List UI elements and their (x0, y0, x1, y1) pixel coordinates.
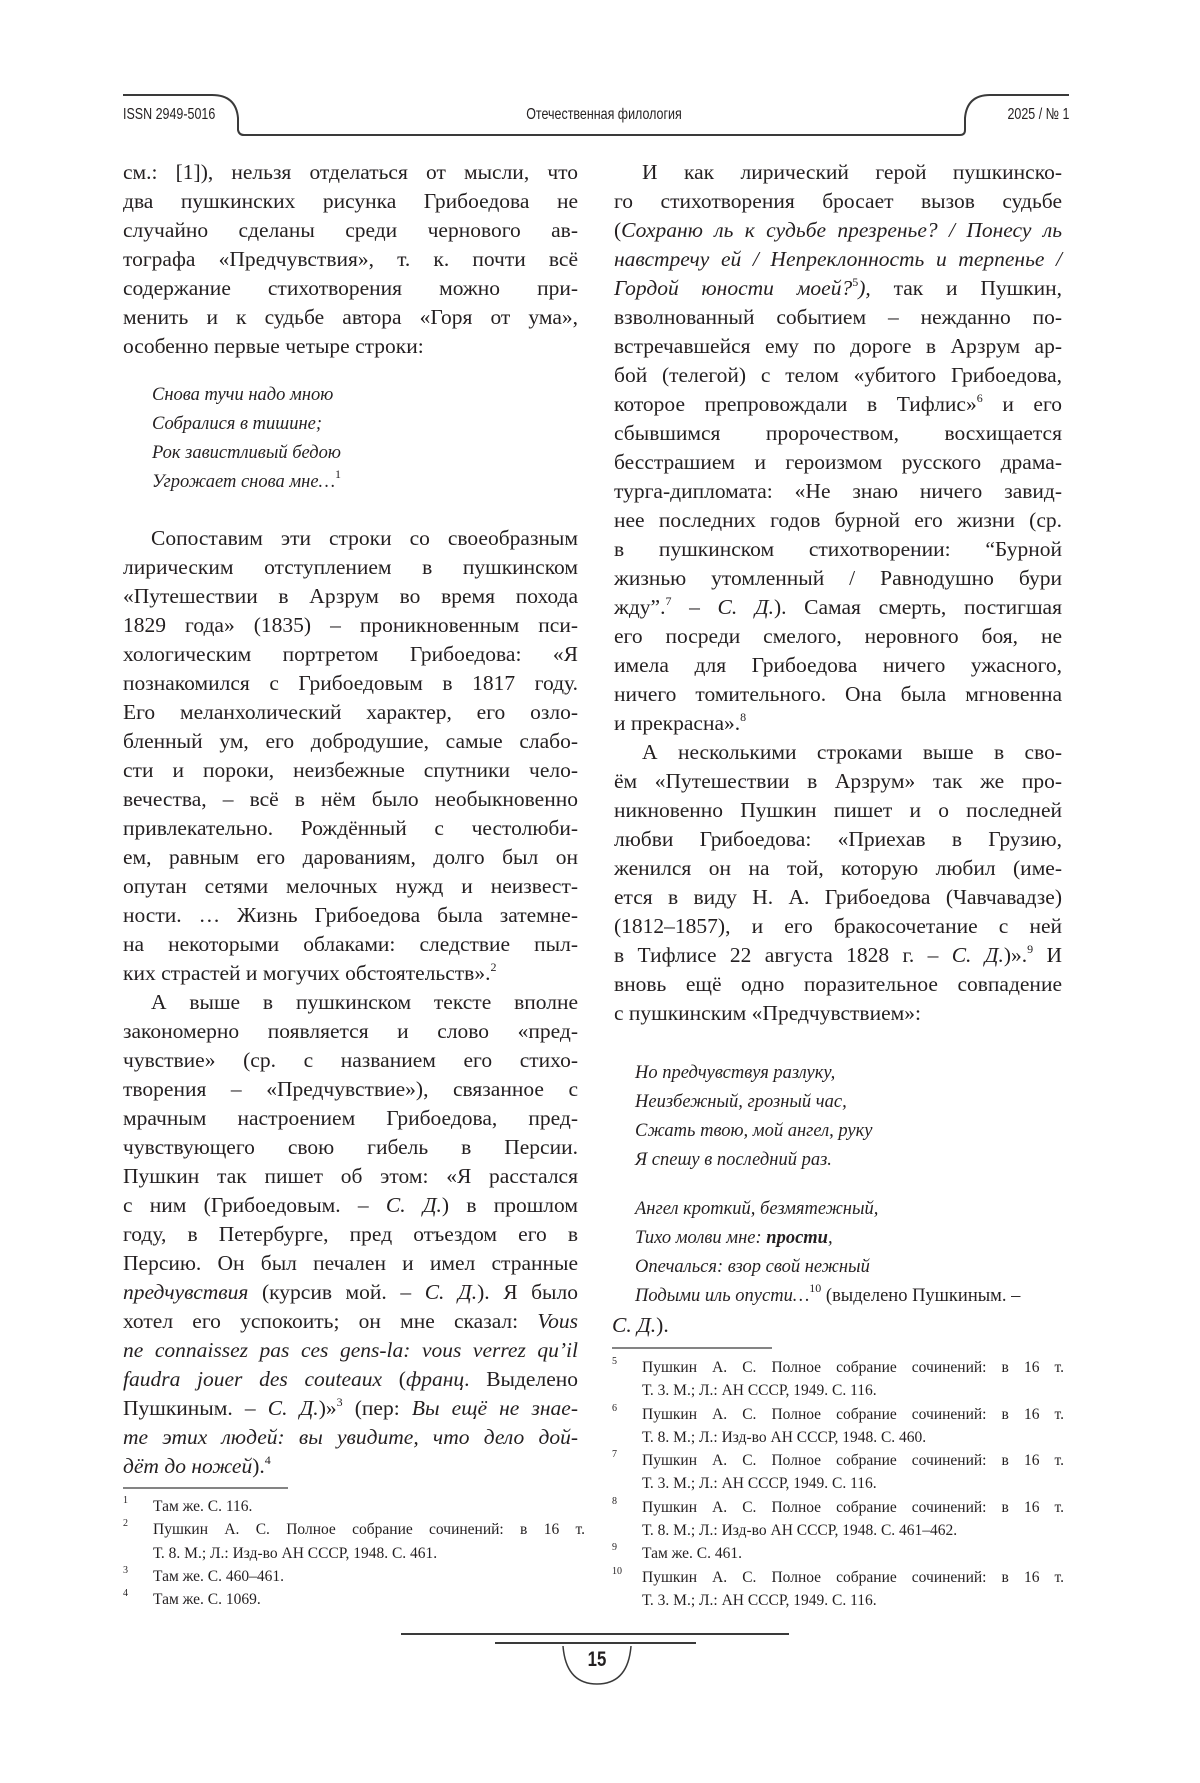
text-line (635, 1117, 1065, 1146)
right-footnotes (612, 1356, 1064, 1612)
text-run: ем, равным его дарованиям, долго был он (123, 845, 578, 869)
text-line (635, 1282, 1065, 1311)
text-line (614, 158, 1062, 187)
footnote-ref: 1 (335, 467, 341, 481)
italic-run: Гордой юности моей? (614, 276, 852, 300)
text-run: встречавшейся ему по дороге в Арзрум ар- (614, 334, 1062, 358)
text-line (123, 756, 578, 785)
italic-run: С. Д. (268, 1396, 319, 1420)
italic-run: ne connaissez pas ces gens-la: vous verrez qu’il (123, 1338, 578, 1362)
text-line (123, 1191, 578, 1220)
text-run: )» (319, 1396, 337, 1420)
right-paragraph-2 (614, 738, 1062, 1028)
text-run: Сопоставим эти строки со своеобразным (151, 526, 578, 550)
text-run: с пушкинским «Предчувствием»: (614, 1001, 921, 1025)
text-line (123, 1133, 578, 1162)
text-run: турга-дипломата: «Не знаю ничего завид- (614, 479, 1062, 503)
text-run: Тихо молви мне: (635, 1228, 766, 1248)
text-run: «Путешествии в Арзрум во время похода (123, 584, 578, 608)
italic-run: те этих людей: вы увидите, что дело дой- (123, 1425, 578, 1449)
text-run: в пушкинском стихотворении: “Бурной (614, 537, 1062, 561)
footnote-line: Пушкин А. С. Полное собрание сочинений: в 16 т. (642, 1403, 1064, 1426)
text-run: ) в прошлом (442, 1193, 578, 1217)
text-line (614, 332, 1062, 361)
footnote (612, 1403, 1064, 1450)
roman-run: (выделено Пушкиным. – (821, 1286, 1020, 1306)
footnote-line: Пушкин А. С. Полное собрание сочинений: в 16 т. (642, 1356, 1064, 1379)
footnote (612, 1566, 1064, 1613)
text-line (123, 669, 578, 698)
text-run: ). (252, 1454, 265, 1478)
text-line (123, 1394, 578, 1423)
text-line (152, 439, 572, 468)
footnote (612, 1449, 1064, 1496)
text-run: А выше в пушкинском тексте вполне (151, 990, 578, 1014)
footnote-ref: 8 (740, 710, 746, 724)
text-line (123, 1046, 578, 1075)
text-line (152, 381, 572, 410)
text-line (614, 825, 1062, 854)
italic-run: навстречу ей / Непреклонность и терпенье / (614, 247, 1062, 271)
page-number: 15 (588, 1648, 607, 1672)
text-run: которое препровождали в Тифлис» (614, 392, 977, 416)
text-run: (пер: (343, 1396, 412, 1420)
text-run: творения – «Предчувствие»), связанное с (123, 1077, 578, 1101)
footnote-number: 2 (123, 1512, 128, 1535)
text-run: см.: [1]), нельзя отделаться от мысли, что (123, 160, 578, 184)
text-line (614, 274, 1062, 303)
italic-run: Сохраню ль к судьбе презренье? / Понесу ль (621, 218, 1062, 242)
text-line (123, 1220, 578, 1249)
footnote-ref: 9 (1027, 942, 1033, 956)
footnote-line: Т. 3. М.; Л.: АН СССР, 1949. С. 116. (642, 1379, 1064, 1402)
text-run: взволнованный событием – нежданно по- (614, 305, 1062, 329)
text-line (614, 941, 1062, 970)
footnote-line: Т. 3. М.; Л.: АН СССР, 1949. С. 116. (642, 1472, 1064, 1495)
text-run: имела для Грибоедова ничего ужасного, (614, 653, 1062, 677)
text-run: закономерно появляется и слово «пред- (123, 1019, 578, 1043)
header-journal-title: Отечественная филология (526, 106, 682, 124)
text-run: бой (телегой) с телом «убитого Грибоедова, (614, 363, 1062, 387)
text-run: бесстрашием и героизмом русского драма- (614, 450, 1062, 474)
text-run: любви Грибоедова: «Приехав в Грузию, (614, 827, 1062, 851)
footnote-line: Т. 8. М.; Л.: Изд-во АН СССР, 1948. С. 461–462. (642, 1519, 1064, 1542)
footnote-line: Пушкин А. С. Полное собрание сочинений: в 16 т. (642, 1496, 1064, 1519)
text-run: особенно первые четыре строки: (123, 334, 424, 358)
text-line (614, 796, 1062, 825)
text-run: го стихотворения бросает вызов судьбе (614, 189, 1062, 213)
text-run: Собралися в тишине; (152, 414, 322, 434)
text-line (614, 390, 1062, 419)
header-issue: 2025 / № 1 (1007, 106, 1069, 124)
footnote-line: Пушкин А. С. Полное собрание сочинений: в 16 т. (153, 1518, 585, 1541)
text-run: Неизбежный, грозный час, (635, 1092, 847, 1112)
italic-run: С. Д. (952, 943, 1004, 967)
text-line (614, 970, 1062, 999)
text-run: жизнью утомленный / Равнодушно бури (614, 566, 1062, 590)
footnote (612, 1542, 1064, 1565)
footnote-ref: 3 (337, 1395, 343, 1409)
left-paragraph-2 (123, 524, 578, 988)
text-run: ких страстей и могучих обстоятельств». (123, 961, 490, 985)
text-run: И (1033, 943, 1062, 967)
footnote-line: Там же. С. 461. (642, 1542, 1064, 1565)
italic-run: франц (406, 1367, 464, 1391)
text-run: с ним (Грибоедовым. – (123, 1193, 386, 1217)
text-line (614, 245, 1062, 274)
text-run: ( (382, 1367, 406, 1391)
footnote-number: 3 (123, 1559, 128, 1582)
text-line (123, 1104, 578, 1133)
footnote-number: 10 (612, 1560, 622, 1583)
text-run: – (671, 595, 717, 619)
text-run: ём «Путешествии в Арзрум» так же про- (614, 769, 1062, 793)
text-line (152, 468, 572, 497)
text-run: Угрожает снова мне… (152, 472, 335, 492)
text-run: и прекрасна». (614, 711, 740, 735)
text-run: . Выделено (464, 1367, 578, 1391)
text-line (123, 216, 578, 245)
text-run: жду”. (614, 595, 665, 619)
roman-run: ). (656, 1313, 669, 1337)
italic-run: Вы ещё не знае- (412, 1396, 578, 1420)
italic-run: С. Д. (386, 1193, 442, 1217)
text-line (635, 1224, 1065, 1253)
text-run: ничего томительного. Она была мгновенна (614, 682, 1062, 706)
text-line (612, 1311, 812, 1340)
text-run: чувствующего свою гибель в Персии. (123, 1135, 578, 1159)
text-line (123, 727, 578, 756)
text-run: (курсив мой. – (248, 1280, 424, 1304)
text-run: содержание стихотворения можно при- (123, 276, 578, 300)
italic-run: faudra jouer des couteaux (123, 1367, 382, 1391)
text-line (614, 767, 1062, 796)
text-line (614, 622, 1062, 651)
left-poem-quote (152, 381, 572, 497)
text-run: Опечалься: взор свой нежный (635, 1257, 870, 1277)
text-run: году, в Петербурге, пред отъездом его в (123, 1222, 578, 1246)
text-run: хологическим портретом Грибоедова: «Я (123, 642, 578, 666)
text-run: вновь ещё одно поразительное совпадение (614, 972, 1062, 996)
italic-run: предчувствия (123, 1280, 248, 1304)
text-run: (1812–1857), и его бракосочетание с ней (614, 914, 1062, 938)
text-run: 1829 года» (1835) – проникновенным пси- (123, 613, 578, 637)
text-run: мрачным настроением Грибоедова, пред- (123, 1106, 578, 1130)
footnote (123, 1518, 585, 1565)
text-line (123, 1162, 578, 1191)
text-run: Снова тучи надо мною (152, 385, 333, 405)
text-line (123, 524, 578, 553)
text-run: познакомился с Грибоедовым в 1817 году. (123, 671, 578, 695)
footnote-number: 5 (612, 1350, 617, 1373)
text-run: хотел его успокоить; он мне сказал: (123, 1309, 537, 1333)
text-line (614, 419, 1062, 448)
footnote-number: 1 (123, 1489, 128, 1512)
text-line (123, 187, 578, 216)
left-footnotes (123, 1495, 585, 1611)
text-run: Подыми иль опусти… (635, 1286, 809, 1306)
text-run: А несколькими строками выше в сво- (642, 740, 1062, 764)
text-run: Ангел кроткий, безмятежный, (635, 1199, 878, 1219)
text-line (123, 785, 578, 814)
text-line (635, 1088, 1065, 1117)
text-line (123, 1278, 578, 1307)
text-line (614, 883, 1062, 912)
footnote-line: Там же. С. 1069. (153, 1588, 585, 1611)
header-issn: ISSN 2949-5016 (123, 106, 215, 124)
text-line (123, 698, 578, 727)
text-line (123, 158, 578, 187)
text-line (123, 872, 578, 901)
text-line (123, 611, 578, 640)
text-run: ется в виду Н. А. Грибоедова (Чавчавадзе) (614, 885, 1062, 909)
text-line (123, 1336, 578, 1365)
text-line (614, 738, 1062, 767)
italic-run: С. Д. (718, 595, 774, 619)
footnote-line: Там же. С. 116. (153, 1495, 585, 1518)
text-run: Персию. Он был печален и имел странные (123, 1251, 578, 1275)
text-run: Пушкин так пишет об этом: «Я расстался (123, 1164, 578, 1188)
text-line (635, 1253, 1065, 1282)
text-line (123, 1307, 578, 1336)
footnote-number: 9 (612, 1536, 617, 1559)
text-run: )». (1004, 943, 1027, 967)
text-line (614, 912, 1062, 941)
text-line (614, 651, 1062, 680)
text-line (123, 553, 578, 582)
text-line (123, 901, 578, 930)
left-paragraph-1 (123, 158, 578, 361)
footnote-number: 4 (123, 1582, 128, 1605)
footnote (612, 1356, 1064, 1403)
text-run: бленный ум, его добродушие, самые слабо- (123, 729, 578, 753)
text-line (123, 843, 578, 872)
text-run: и его (983, 392, 1062, 416)
text-line (614, 216, 1062, 245)
text-line (123, 814, 578, 843)
text-run: на некоторыми облаками: следствие пыл- (123, 932, 578, 956)
footnote (123, 1495, 585, 1518)
text-line (614, 535, 1062, 564)
bold-run: прости (766, 1228, 828, 1248)
text-line (123, 930, 578, 959)
italic-run: ), (858, 276, 871, 300)
text-run: чувствие» (ср. с названием его стихо- (123, 1048, 578, 1072)
right-paragraph-1 (614, 158, 1062, 738)
text-run: тографа «Предчувствия», т. к. почти всё (123, 247, 578, 271)
text-run: сти и пороки, неизбежные спутники чело- (123, 758, 578, 782)
text-run: женился он на той, которую любил (име- (614, 856, 1062, 880)
text-run: два пушкинских рисунка Грибоедова не (123, 189, 578, 213)
text-line (614, 999, 1062, 1028)
text-line (123, 332, 578, 361)
italic-run: Vous (537, 1309, 578, 1333)
footnote-number: 6 (612, 1397, 617, 1420)
text-run: Пушкиным. – (123, 1396, 268, 1420)
right-poem-stanza-1 (635, 1059, 1065, 1175)
text-run: ). Самая смерть, постигшая (774, 595, 1062, 619)
footnote-line: Т. 3. М.; Л.: АН СССР, 1949. С. 116. (642, 1589, 1064, 1612)
italic-run: С. Д. (612, 1313, 656, 1337)
text-line (123, 303, 578, 332)
italic-run: дёт до ножей (123, 1454, 252, 1478)
text-run: опутан сетями мелочных нужд и неизвест- (123, 874, 578, 898)
text-run: вечества, – всё в нём было необыкновенно (123, 787, 578, 811)
right-poem-stanza-2 (635, 1195, 1065, 1311)
text-run: привлекательно. Рождённый с честолюби- (123, 816, 578, 840)
text-run: Я спешу в последний раз. (635, 1150, 832, 1170)
text-run: Сжать твою, мой ангел, руку (635, 1121, 873, 1141)
footnote-number: 8 (612, 1490, 617, 1513)
text-run: И как лирический герой пушкинско- (642, 160, 1062, 184)
footnote-ref: 2 (490, 960, 496, 974)
text-line (123, 1017, 578, 1046)
text-line (614, 506, 1062, 535)
text-line (123, 274, 578, 303)
text-line (614, 477, 1062, 506)
text-line (614, 361, 1062, 390)
text-line (614, 303, 1062, 332)
text-run: ности. … Жизнь Грибоедова была затемне- (123, 903, 578, 927)
text-line (614, 564, 1062, 593)
footnote-line: Там же. С. 460–461. (153, 1565, 585, 1588)
footnote-number: 7 (612, 1443, 617, 1466)
footnote (612, 1496, 1064, 1543)
right-poem-attribution (612, 1311, 812, 1340)
text-run: ). Я было (477, 1280, 578, 1304)
text-line (635, 1059, 1065, 1088)
footnote-ref: 10 (809, 1281, 821, 1295)
text-line (123, 988, 578, 1017)
text-run: лирическим отступлением в пушкинском (123, 555, 578, 579)
text-run: Рок завистливый бедою (152, 443, 341, 463)
text-line (614, 187, 1062, 216)
footnote-ref: 7 (665, 594, 671, 608)
footnote-ref: 4 (265, 1453, 271, 1467)
text-run: сбывшимся пророчеством, восхищается (614, 421, 1062, 445)
footnote-ref: 5 (852, 275, 858, 289)
footnote-line: Пушкин А. С. Полное собрание сочинений: в 16 т. (642, 1566, 1064, 1589)
text-line (614, 854, 1062, 883)
text-line (635, 1146, 1065, 1175)
text-line (152, 410, 572, 439)
text-line (123, 640, 578, 669)
text-line (123, 1075, 578, 1104)
italic-run: С. Д. (425, 1280, 477, 1304)
text-line (123, 1452, 578, 1481)
text-line (614, 593, 1062, 622)
text-run: его посреди смелого, неровного боя, не (614, 624, 1062, 648)
text-run: , (828, 1228, 833, 1248)
footnote-line: Пушкин А. С. Полное собрание сочинений: в 16 т. (642, 1449, 1064, 1472)
text-line (123, 1249, 578, 1278)
text-run: так и Пушкин, (871, 276, 1062, 300)
text-run: менить и к судьбе автора «Горя от ума», (123, 305, 578, 329)
left-paragraph-3 (123, 988, 578, 1481)
text-run: Но предчувствуя разлуку, (635, 1063, 835, 1083)
text-run: никновенно Пушкин пишет и о последней (614, 798, 1062, 822)
footnote (123, 1588, 585, 1611)
text-run: Его меланхолический характер, его озло- (123, 700, 578, 724)
text-line (635, 1195, 1065, 1224)
text-line (614, 448, 1062, 477)
text-line (123, 959, 578, 988)
footnote-line: Т. 8. М.; Л.: Изд-во АН СССР, 1948. С. 460. (642, 1426, 1064, 1449)
text-line (123, 1423, 578, 1452)
text-line (123, 245, 578, 274)
text-run: случайно сделаны среди чернового ав- (123, 218, 578, 242)
text-line (614, 680, 1062, 709)
footnote (123, 1565, 585, 1588)
text-run: нее последних годов бурной его жизни (ср. (614, 508, 1062, 532)
text-line (123, 582, 578, 611)
text-run: ( (614, 218, 621, 242)
text-line (614, 709, 1062, 738)
footnote-ref: 6 (977, 391, 983, 405)
text-line (123, 1365, 578, 1394)
text-run: в Тифлисе 22 августа 1828 г. – (614, 943, 952, 967)
footnote-line: Т. 8. М.; Л.: Изд-во АН СССР, 1948. С. 461. (153, 1542, 585, 1565)
